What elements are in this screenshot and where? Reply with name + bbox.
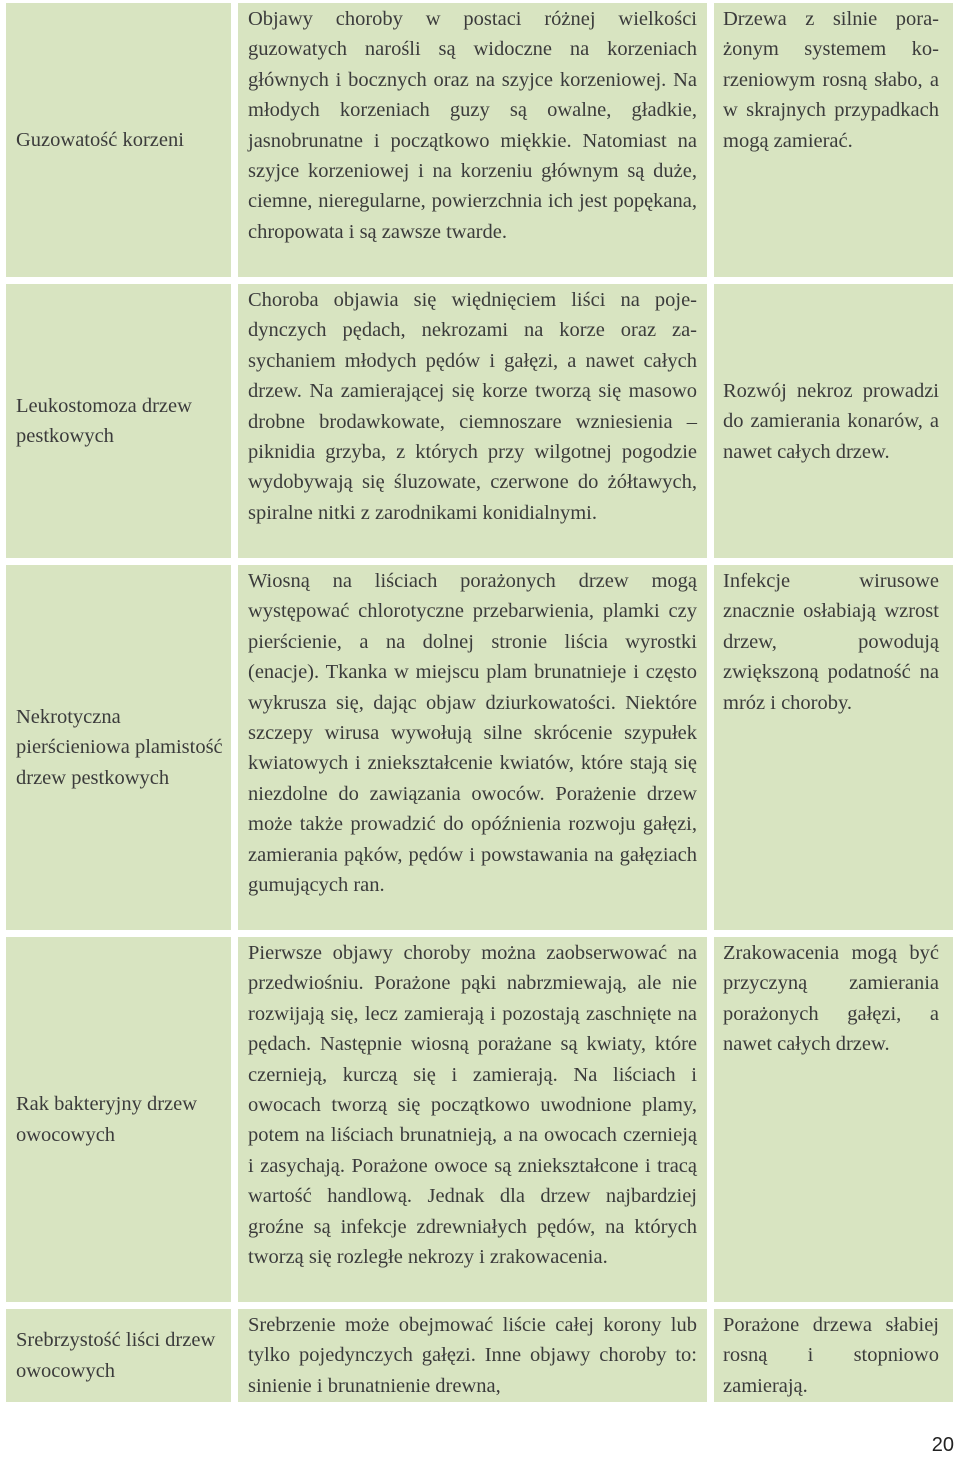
effects-cell — [714, 284, 953, 558]
disease-name: Guzowatość korzeni — [16, 128, 184, 151]
table-row — [6, 937, 960, 1302]
disease-table — [6, 3, 960, 1409]
disease-name-cell — [6, 1309, 231, 1402]
symptoms-cell: Pierwsze objawy choroby można zaobserwować na przedwiośniu. Porażone pąki nabrzmiewają, ale nie rozwijają się, lecz zamierają i pozostają zaschnięte na pędach. Następnie wiosną porażane są kwiaty, które czernieją, kurczą się i zamierają. Na liściach i owocach tworzą się początkowo uwodnione plamy, potem na liściach brunatnieją, a na owocach czernieją i zasychają. Porażone owoce są zniekształcone i tracą wartość handlową. Jednak dla drzew najbardziej groźne są infekcje zdrewniałych pędów, na których tworzą się rozległe nekrozy i zrakowacenia. — [238, 937, 707, 1302]
disease-name: Srebrzystość liści drzew owocowych — [16, 1329, 216, 1382]
effects-cell: Infekcje wirusowe znacznie osłabiają wzrost drzew, powodują zwiększoną podatność na mróz i choroby. — [714, 565, 953, 930]
page-number: 20 — [931, 1434, 954, 1456]
disease-name-cell — [6, 565, 231, 930]
disease-name: Leukostomoza drzew pestkowych — [16, 394, 192, 447]
disease-name-cell — [6, 3, 231, 277]
symptoms-cell: Objawy choroby w postaci różnej wielkości guzowatych narośli są widoczne na korzeniach głównych i bocznych oraz na szyjce korzeniowej. Na młodych korzeniach guzy są owalne, gładkie, jasnobrunatne i początkowo miękkie. Natomiast na szyjce korzeniowej i na korzeniu głównym są duże, ciemne, nieregularne, powierzchnia ich jest popękana, chropowata i są zawsze twarde. — [238, 3, 707, 277]
table-row — [6, 3, 960, 277]
disease-name: Rak bakteryjny drzew owocowych — [16, 1093, 198, 1146]
effects-cell: Zrakowacenia mogą być przyczyną zamierania porażonych gałęzi, a nawet całych drzew. — [714, 937, 953, 1302]
table-row — [6, 1309, 960, 1402]
disease-name: Nekrotyczna pierścieniowa plamistość drzew pestkowych — [16, 705, 223, 789]
disease-name-cell — [6, 937, 231, 1302]
symptoms-cell: Srebrzenie może obejmować liście całej korony lub tylko pojedynczych gałęzi. Inne objawy choroby to: sinienie i brunatnienie drewna, — [238, 1309, 707, 1402]
table-row — [6, 284, 960, 558]
effects-cell: Porażone drzewa słabiej rosną i stopniowo zamierają. — [714, 1309, 953, 1402]
disease-name-cell — [6, 284, 231, 558]
symptoms-cell: Choroba objawia się więdnięciem liści na pojedynczych pędach, nekrozami na korze oraz zasychaniem młodych pędów i gałęzi, a nawet całych drzew. Na zamierającej się korze tworzą się masowo drobne brodawkowate, ciemnoszare wzniesienia – piknidia grzyba, z których przy wilgotnej pogodzie wydobywają się śluzowate, czerwone do żółtawych, spiralne nitki z zarodnikami konidialnymi. — [238, 284, 707, 558]
effects-text: Rozwój nekroz prowadzi do zamierania konarów, a nawet całych drzew. — [723, 379, 939, 463]
table-row — [6, 565, 960, 930]
effects-cell: Drzewa z silnie porażonym systemem korzeniowym rosną słabo, a w skrajnych przypadkach mogą zamierać. — [714, 3, 953, 277]
symptoms-cell: Wiosną na liściach porażonych drzew mogą występować chlorotyczne przebarwienia, plamki czy pierścienie, a na dolnej stronie liścia wyrostki (enacje). Tkanka w miejscu plam brunatnieje i często wykrusza się, dając objaw dziurkowatości. Niektóre szczepy wirusa wywołują silne skrócenie szypułek kwiatowych i zniekształcenie kwiatów, które stają się niezdolne do zawiązania owoców. Porażenie drzew może także prowadzić do opóźnienia rozwoju gałęzi, zamierania pąków, pędów i powstawania na gałęziach gumujących ran. — [238, 565, 707, 930]
